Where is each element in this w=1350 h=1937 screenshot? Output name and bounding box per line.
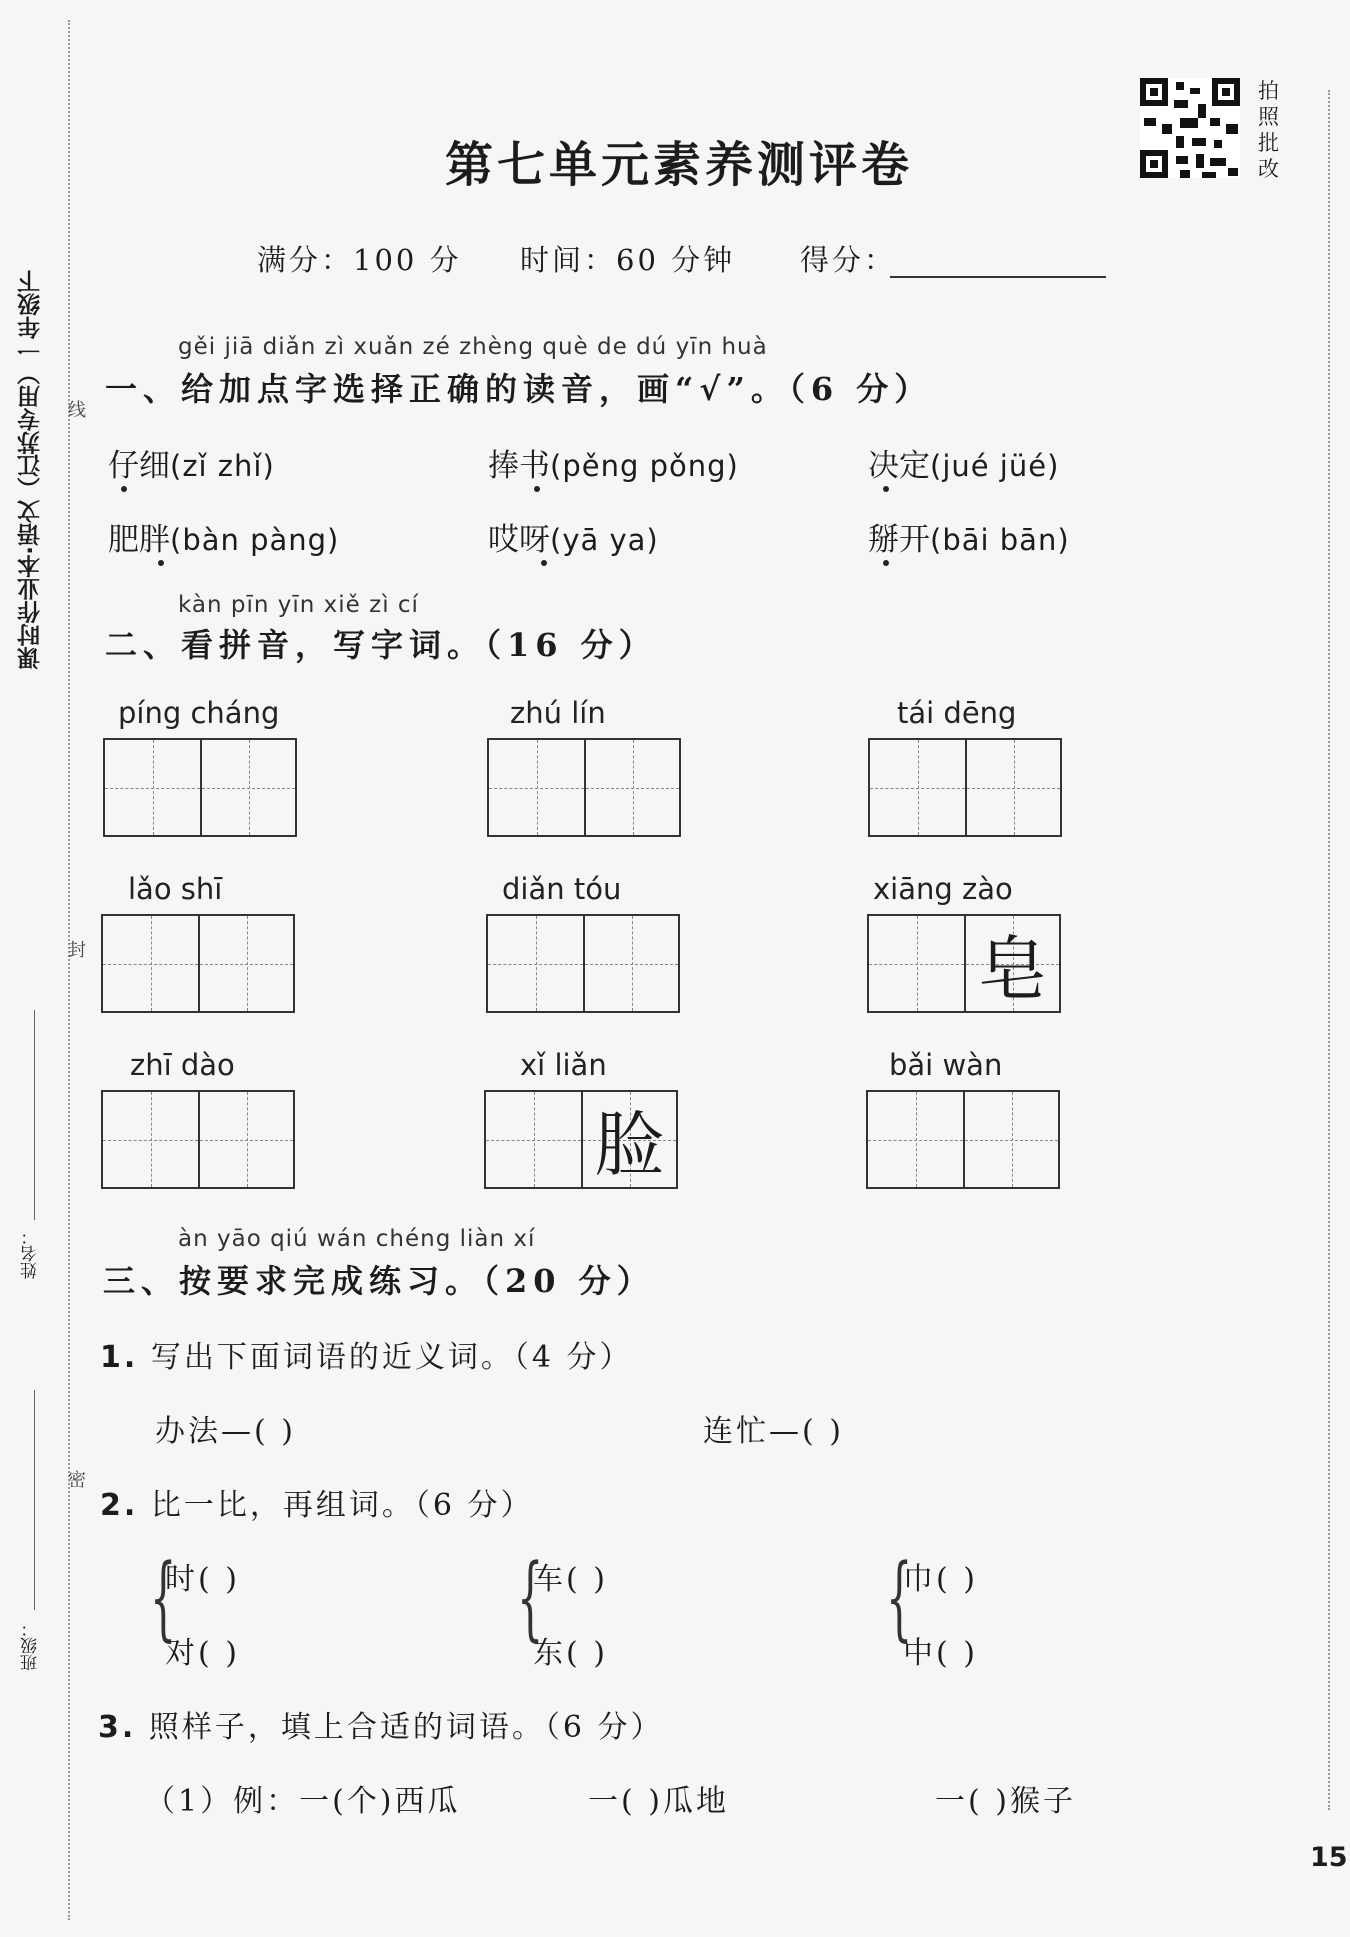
page-number: 15 bbox=[1310, 1842, 1348, 1873]
emphasis-dot bbox=[158, 560, 164, 566]
s1-item-2 bbox=[488, 440, 739, 485]
grid-cell[interactable] bbox=[103, 916, 198, 1011]
class-line bbox=[34, 1390, 35, 1610]
q2-item[interactable]: 东( ) bbox=[533, 1636, 608, 1671]
box-pinyin: zhú lín bbox=[510, 696, 606, 730]
s1-item-1 bbox=[108, 440, 275, 485]
q2-text: 比一比，再组词。（6 分） bbox=[150, 1488, 534, 1523]
emphasis-dot bbox=[534, 486, 540, 492]
qr-caption-char: 改 bbox=[1258, 157, 1279, 181]
q1-item-2[interactable]: 连忙—( ) bbox=[703, 1414, 844, 1449]
grid-cell[interactable] bbox=[103, 1092, 198, 1187]
section2-title: 二、看拼音，写字词。（16 分） bbox=[105, 626, 657, 664]
brace-icon: { bbox=[150, 1544, 177, 1651]
score-label: 得分： bbox=[800, 243, 897, 277]
cut-mark-mid: 封 bbox=[65, 940, 86, 958]
section1-title: 一、给加点字选择正确的读音，画“√”。（6 分） bbox=[105, 370, 933, 408]
grid-cell[interactable] bbox=[870, 740, 965, 835]
q2-item[interactable]: 时( ) bbox=[165, 1562, 240, 1597]
q3-heading bbox=[98, 1702, 663, 1746]
emphasis-dot bbox=[883, 560, 889, 566]
box-pinyin: lǎo shī bbox=[128, 872, 223, 906]
q3-example: （1）例：一(个)西瓜 bbox=[145, 1784, 461, 1819]
q3-number: 3. bbox=[98, 1710, 137, 1745]
writing-grid[interactable] bbox=[486, 914, 680, 1013]
grid-cell[interactable] bbox=[105, 740, 200, 835]
s1-word: 肥胖 bbox=[108, 522, 170, 558]
writing-grid[interactable] bbox=[867, 914, 1061, 1013]
q2-item[interactable]: 车( ) bbox=[533, 1562, 608, 1597]
writing-grid[interactable] bbox=[103, 738, 297, 837]
grid-cell[interactable] bbox=[488, 916, 583, 1011]
writing-grid[interactable] bbox=[484, 1090, 678, 1189]
page-title: 第七单元素养测评卷 bbox=[445, 137, 914, 193]
grid-cell[interactable] bbox=[583, 916, 678, 1011]
s1-options[interactable]: (jué jüé) bbox=[930, 449, 1060, 483]
s1-word: 掰开 bbox=[868, 522, 930, 558]
q1-number: 1. bbox=[100, 1340, 139, 1375]
qr-caption-char: 批 bbox=[1258, 131, 1279, 155]
name-line bbox=[34, 1010, 35, 1220]
s1-item-6 bbox=[868, 514, 1070, 559]
q2-heading bbox=[100, 1480, 533, 1524]
time-limit: 时间：60 分钟 bbox=[520, 243, 736, 277]
q3-blank-1[interactable]: 一( )瓜地 bbox=[588, 1784, 729, 1819]
s1-options[interactable]: (zǐ zhǐ) bbox=[170, 449, 275, 483]
cut-mark-top: 线 bbox=[65, 400, 86, 418]
writing-grid[interactable] bbox=[101, 914, 295, 1013]
full-score: 满分：100 分 bbox=[257, 243, 462, 277]
box-pinyin: zhī dào bbox=[130, 1048, 235, 1082]
q2-item[interactable]: 巾( ) bbox=[903, 1562, 978, 1597]
qr-code-icon bbox=[1140, 78, 1240, 178]
grid-cell[interactable] bbox=[584, 740, 679, 835]
section2-pinyin: kàn pīn yīn xiě zì cí bbox=[178, 592, 419, 618]
writing-grid[interactable] bbox=[868, 738, 1062, 837]
binding-dotted-line bbox=[68, 20, 70, 1920]
q1-heading bbox=[100, 1332, 632, 1376]
emphasis-dot bbox=[541, 560, 547, 566]
brace-icon: { bbox=[886, 1544, 913, 1651]
section1-pinyin: gěi jiā diǎn zì xuǎn zé zhèng què de dú yīn huà bbox=[178, 334, 768, 360]
q2-number: 2. bbox=[100, 1488, 139, 1523]
grid-cell[interactable] bbox=[963, 1092, 1058, 1187]
s1-options[interactable]: (bàn pàng) bbox=[170, 523, 340, 557]
book-label: 课时作业本·语文（江苏专用）一年级下 bbox=[18, 270, 44, 670]
q3-blank-2[interactable]: 一( )猴子 bbox=[935, 1784, 1076, 1819]
s1-word: 决定 bbox=[868, 448, 930, 484]
s1-item-4 bbox=[108, 514, 339, 559]
grid-cell[interactable] bbox=[198, 916, 293, 1011]
emphasis-dot bbox=[121, 486, 127, 492]
qr-caption-char: 照 bbox=[1258, 105, 1279, 129]
grid-cell[interactable] bbox=[869, 916, 964, 1011]
grid-cell[interactable]: 脸 bbox=[581, 1092, 676, 1187]
grid-cell[interactable] bbox=[486, 1092, 581, 1187]
writing-grid[interactable] bbox=[101, 1090, 295, 1189]
writing-grid[interactable] bbox=[866, 1090, 1060, 1189]
s1-options[interactable]: (pěng pǒng) bbox=[550, 449, 739, 483]
grid-cell[interactable] bbox=[868, 1092, 963, 1187]
s1-options[interactable]: (yā ya) bbox=[550, 523, 659, 557]
box-pinyin: píng cháng bbox=[118, 696, 280, 730]
class-label: 班级： bbox=[21, 1620, 41, 1671]
s1-item-5 bbox=[488, 514, 659, 559]
box-pinyin: xǐ liǎn bbox=[520, 1048, 607, 1082]
q1-item-1[interactable]: 办法—( ) bbox=[155, 1414, 296, 1449]
box-pinyin: xiāng zào bbox=[873, 872, 1013, 906]
s1-word: 捧书 bbox=[488, 448, 550, 484]
s1-word: 仔细 bbox=[108, 448, 170, 484]
box-pinyin: tái dēng bbox=[897, 696, 1017, 730]
emphasis-dot bbox=[883, 486, 889, 492]
right-dotted-line bbox=[1328, 90, 1330, 1810]
section3-pinyin: àn yāo qiú wán chéng liàn xí bbox=[178, 1226, 536, 1252]
qr-caption-char: 拍 bbox=[1258, 79, 1279, 103]
grid-cell[interactable] bbox=[198, 1092, 293, 1187]
q3-text: 照样子，填上合适的词语。（6 分） bbox=[148, 1710, 664, 1745]
s1-options[interactable]: (bāi bān) bbox=[930, 523, 1070, 557]
name-label: 姓名： bbox=[21, 1228, 41, 1279]
section3-title: 三、按要求完成练习。（20 分） bbox=[103, 1262, 655, 1300]
brace-icon: { bbox=[517, 1544, 544, 1651]
grid-cell[interactable] bbox=[489, 740, 584, 835]
q2-item[interactable]: 中( ) bbox=[903, 1636, 978, 1671]
writing-grid[interactable] bbox=[487, 738, 681, 837]
q2-item[interactable]: 对( ) bbox=[165, 1636, 240, 1671]
cut-mark-bottom: 密 bbox=[65, 1470, 86, 1488]
qr-caption bbox=[1258, 78, 1282, 182]
box-pinyin: diǎn tóu bbox=[502, 872, 622, 906]
box-pinyin: bǎi wàn bbox=[889, 1048, 1003, 1082]
s1-item-3 bbox=[868, 440, 1059, 485]
grid-cell[interactable]: 皂 bbox=[964, 916, 1059, 1011]
grid-cell[interactable] bbox=[965, 740, 1060, 835]
score-blank[interactable] bbox=[890, 276, 1106, 278]
q1-text: 写出下面词语的近义词。（4 分） bbox=[150, 1340, 633, 1375]
grid-cell[interactable] bbox=[200, 740, 295, 835]
s1-word: 哎呀 bbox=[488, 522, 550, 558]
